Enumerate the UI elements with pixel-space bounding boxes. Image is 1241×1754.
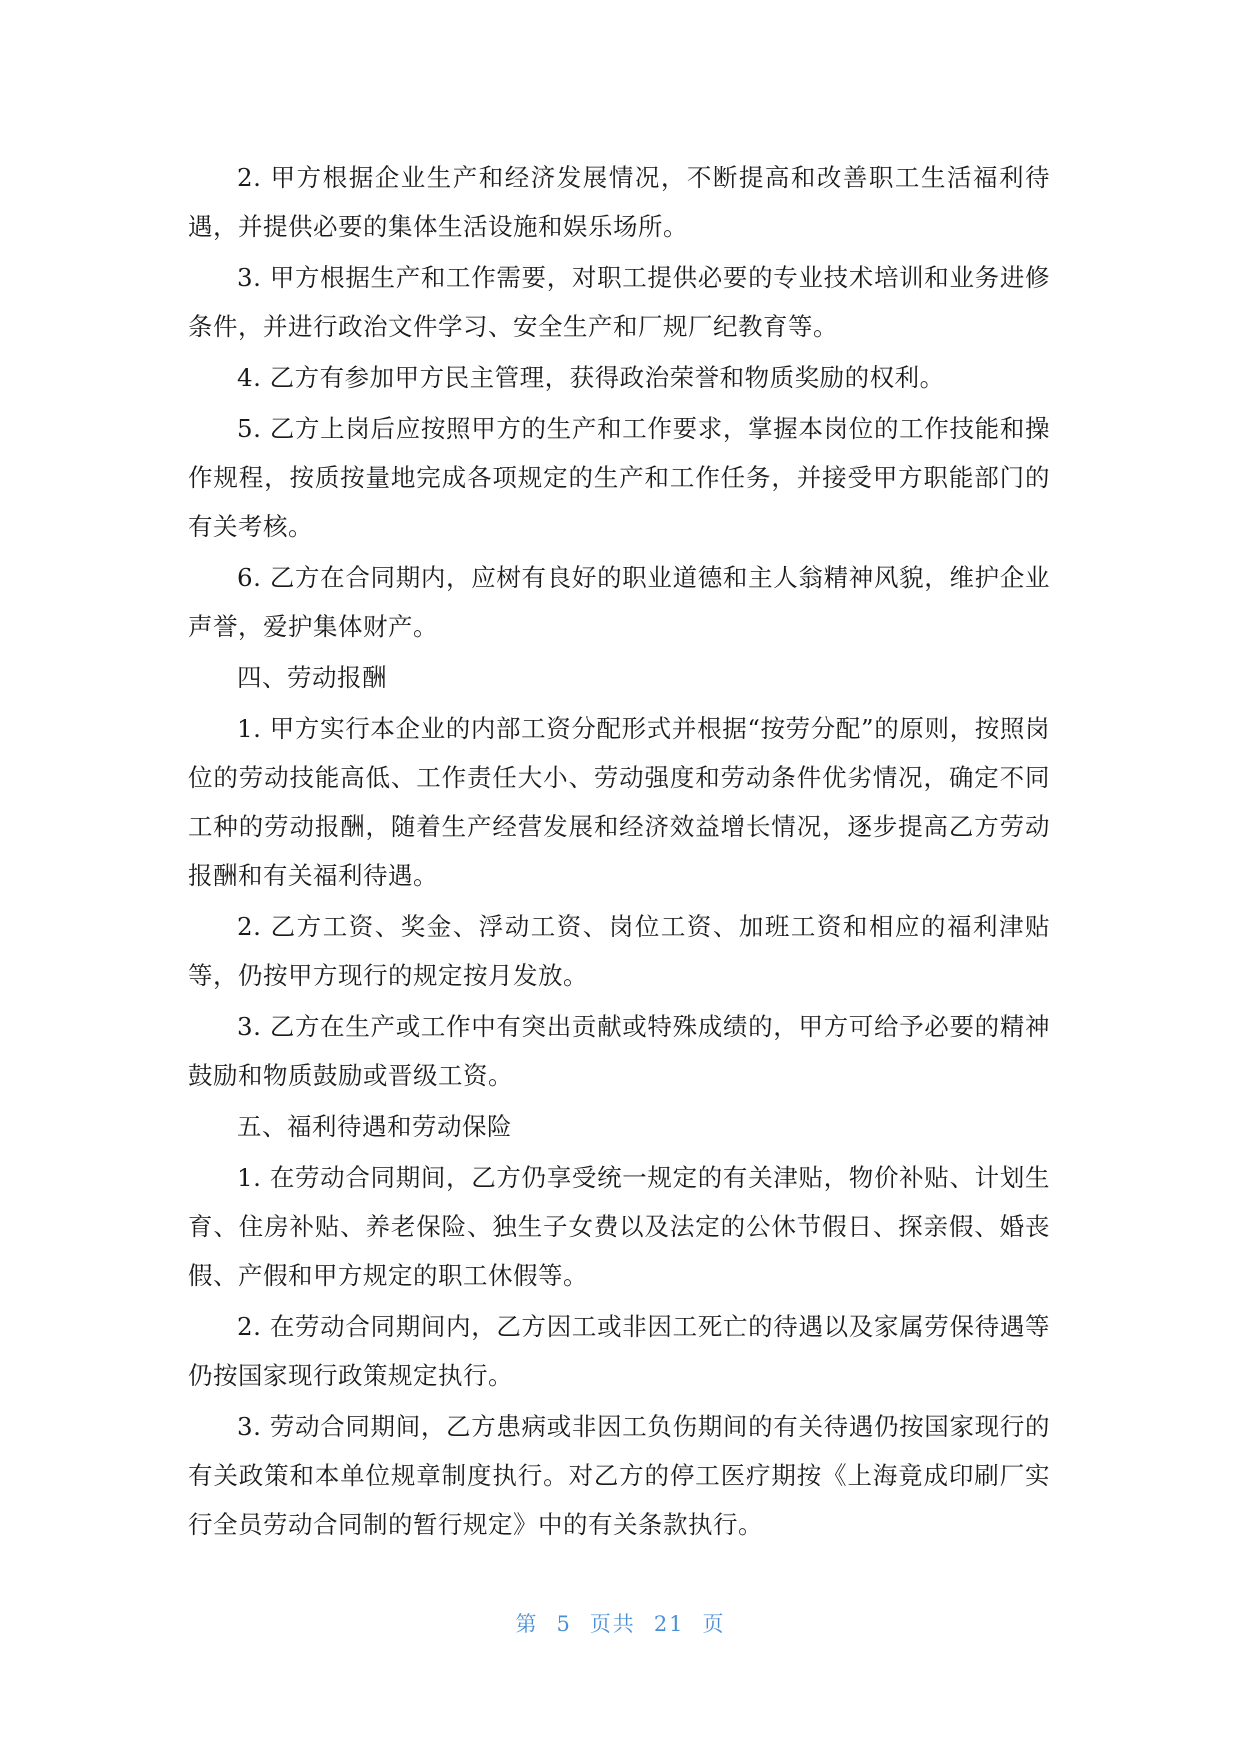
total-pages: 21 <box>653 1612 685 1636</box>
section-heading: 五、福利待遇和劳动保险 <box>237 1112 512 1141</box>
paragraph: 1. 在劳动合同期间，乙方仍享受统一规定的有关津贴，物价补贴、计划生育、住房补贴、养老保险、独生子女费以及法定的公休节假日、探亲假、婚丧假、产假和甲方规定的职工休假等。 <box>188 1163 1050 1290</box>
paragraph: 2. 在劳动合同期间内，乙方因工或非因工死亡的待遇以及家属劳保待遇等仍按国家现行政策规定执行。 <box>188 1312 1050 1390</box>
footer-suffix: 页 <box>702 1612 726 1636</box>
paragraph: 2. 甲方根据企业生产和经济发展情况，不断提高和改善职工生活福利待遇，并提供必要的集体生活设施和娱乐场所。 <box>188 163 1050 241</box>
page-footer <box>0 1608 1241 1638</box>
paragraph: 6. 乙方在合同期内，应树有良好的职业道德和主人翁精神风貌，维护企业声誉，爱护集体财产。 <box>188 563 1050 641</box>
paragraph: 3. 劳动合同期间，乙方患病或非因工负伤期间的有关待遇仍按国家现行的有关政策和本单位规章制度执行。对乙方的停工医疗期按《上海竟成印刷厂实行全员劳动合同制的暂行规定》中的有关条款执行。 <box>188 1412 1050 1539</box>
footer-prefix: 第 <box>515 1612 539 1636</box>
footer-middle: 页共 <box>589 1612 636 1636</box>
page-number: 5 <box>556 1612 572 1636</box>
section-heading: 四、劳动报酬 <box>237 663 387 692</box>
paragraph: 3. 乙方在生产或工作中有突出贡献或特殊成绩的，甲方可给予必要的精神鼓励和物质鼓励或晋级工资。 <box>188 1012 1050 1090</box>
paragraph: 5. 乙方上岗后应按照甲方的生产和工作要求，掌握本岗位的工作技能和操作规程，按质按量地完成各项规定的生产和工作任务，并接受甲方职能部门的有关考核。 <box>188 414 1050 541</box>
paragraph: 1. 甲方实行本企业的内部工资分配形式并根据“按劳分配”的原则，按照岗位的劳动技能高低、工作责任大小、劳动强度和劳动条件优劣情况，确定不同工种的劳动报酬，随着生产经营发展和经济效益增长情况，逐步提高乙方劳动报酬和有关福利待遇。 <box>188 714 1050 890</box>
paragraph: 2. 乙方工资、奖金、浮动工资、岗位工资、加班工资和相应的福利津贴等，仍按甲方现行的规定按月发放。 <box>188 912 1050 990</box>
paragraph: 3. 甲方根据生产和工作需要，对职工提供必要的专业技术培训和业务进修条件，并进行政治文件学习、安全生产和厂规厂纪教育等。 <box>188 263 1050 341</box>
document-body <box>188 153 1050 1551</box>
paragraph: 4. 乙方有参加甲方民主管理，获得政治荣誉和物质奖励的权利。 <box>237 363 945 392</box>
